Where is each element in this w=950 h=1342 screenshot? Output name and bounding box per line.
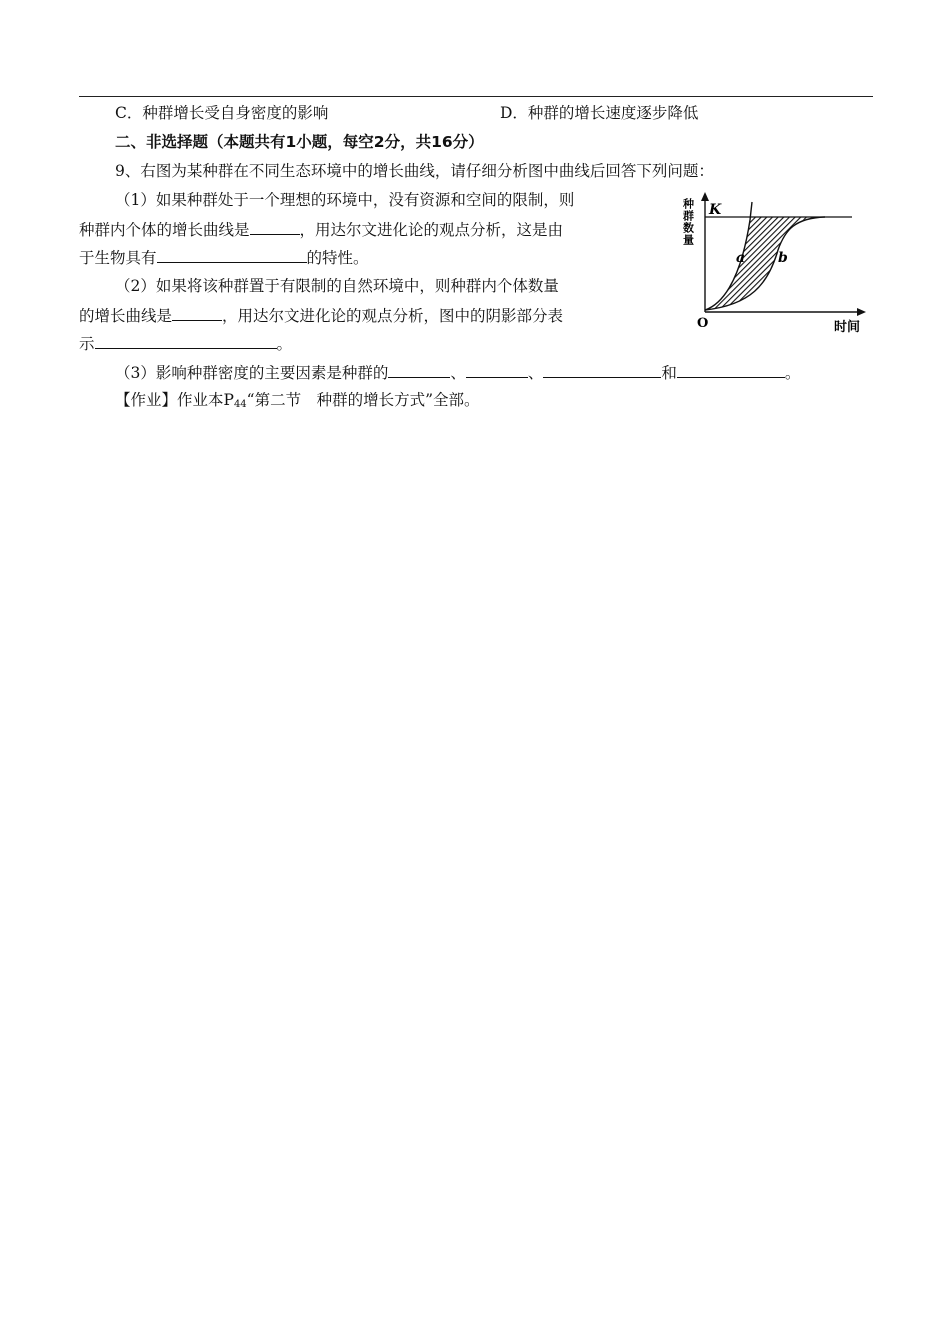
x-axis-arrow [857, 308, 866, 316]
end-mark: 。 [784, 364, 801, 382]
part1-line2 [79, 219, 563, 240]
part2-line1: （2）如果将该种群置于有限制的自然环境中，则种群内个体数量 [115, 277, 559, 295]
part1-text-a: 种群内个体的增长曲线是 [79, 221, 250, 239]
homework-prefix: 【作业】作业本P [115, 391, 234, 409]
origin-label: O [697, 316, 709, 331]
y-axis-label: 种群数量 [681, 198, 695, 246]
separator-2: 、 [527, 364, 544, 382]
part3-line [115, 362, 800, 383]
answer-blank-8[interactable] [677, 362, 785, 378]
homework-suffix: “第二节 种群的增长方式”全部。 [246, 391, 480, 409]
section-title: 二、非选择题（本题共有1小题，每空2分，共16分） [115, 133, 484, 151]
answer-blank-7[interactable] [543, 362, 661, 378]
curve-b-label: b [778, 250, 788, 266]
k-label: K [709, 202, 722, 218]
answer-blank-1[interactable] [250, 219, 300, 235]
part2-line2 [79, 305, 563, 326]
answer-blank-4[interactable] [95, 333, 277, 349]
option-c: C．种群增长受自身密度的影响 [115, 104, 329, 122]
shaded-region [705, 217, 820, 310]
y-axis-arrow [701, 192, 709, 201]
answer-blank-3[interactable] [172, 305, 222, 321]
question-stem: 9、右图为某种群在不同生态环境中的增长曲线，请仔细分析图中曲线后回答下列问题： [115, 162, 714, 180]
part1-line3 [79, 247, 369, 268]
part1-text-c: 于生物具有 [79, 249, 157, 267]
curve-a-label: a [736, 250, 746, 266]
answer-blank-5[interactable] [388, 362, 450, 378]
part2-text-d: 。 [276, 335, 293, 353]
part2-line3 [79, 333, 292, 354]
part1-text-b: ，用达尔文进化论的观点分析，这是由 [299, 221, 564, 239]
part1-text-d: 的特性。 [306, 249, 369, 267]
part2-text-a: 的增长曲线是 [79, 307, 173, 325]
part2-text-b: ，用达尔文进化论的观点分析，图中的阴影部分表 [222, 307, 564, 325]
growth-curve-figure [680, 190, 870, 340]
option-d: D．种群的增长速度逐步降低 [500, 104, 699, 122]
x-axis-label: 时间 [834, 320, 861, 335]
header-rule [79, 96, 873, 97]
answer-blank-2[interactable] [157, 247, 307, 263]
part1-line1: （1）如果种群处于一个理想的环境中，没有资源和空间的限制，则 [115, 191, 575, 209]
part3-text: （3）影响种群密度的主要因素是种群的 [115, 364, 389, 382]
part2-text-c: 示 [79, 335, 95, 353]
homework-line [115, 390, 480, 415]
homework-page: 44 [233, 399, 247, 410]
answer-blank-6[interactable] [466, 362, 528, 378]
separator-1: 、 [450, 364, 466, 382]
and-word: 和 [661, 364, 677, 382]
